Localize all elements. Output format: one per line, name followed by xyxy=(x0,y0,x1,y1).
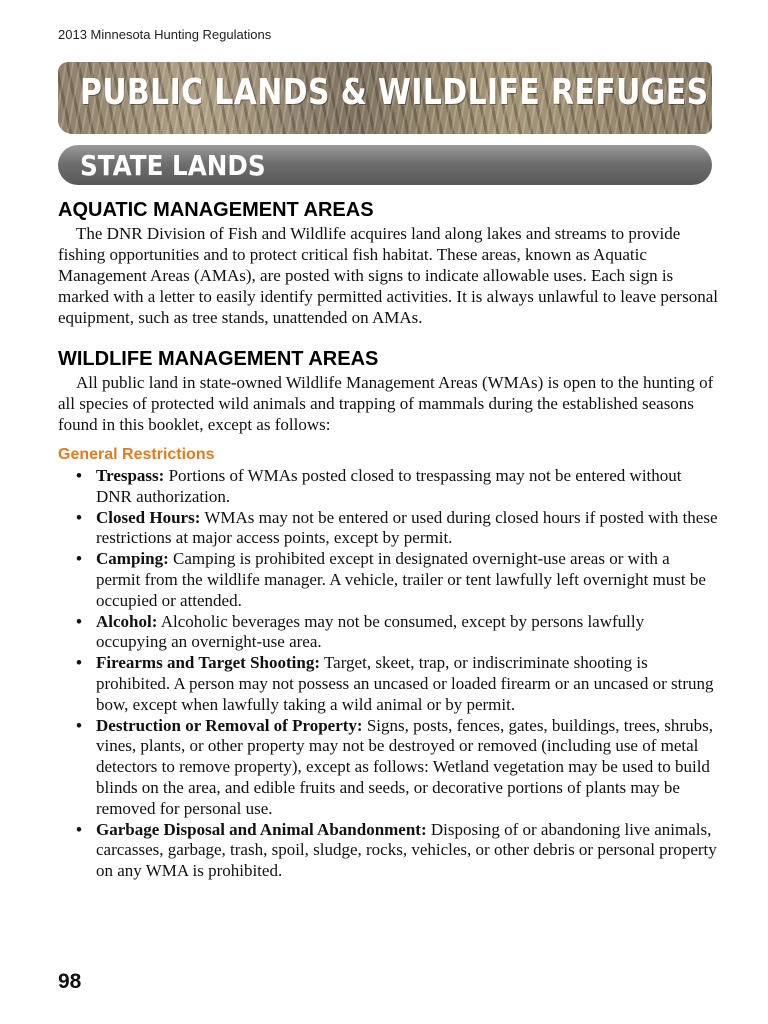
banner-title: PUBLIC LANDS & WILDLIFE REFUGES xyxy=(80,72,709,113)
aquatic-body: The DNR Division of Fish and Wildlife acquires land along lakes and streams to provide fishing opportunities and to protect critical fish habitat. These areas, known as Aquatic Management Areas (AMAs), are posted with signs to indicate allowable uses. Each sign is marked with a letter to easily identify permitted activities. It is always unlawful to leave personal equipment, such as tree stands, unattended on AMAs. xyxy=(58,224,718,327)
item-term: Trespass: xyxy=(96,466,165,485)
list-item xyxy=(76,611,718,654)
list-item xyxy=(76,466,718,508)
list-item xyxy=(76,507,718,550)
item-term: Closed Hours: xyxy=(96,507,201,527)
item-text: Disposing of or abandoning live animals, carcasses, garbage, trash, spoil, sludge, rocks, vehicles, or other debris or personal property on any WMA is prohibited. xyxy=(96,819,717,881)
main-content xyxy=(58,197,718,882)
bullet-icon: • xyxy=(76,507,82,527)
item-text: Target, skeet, trap, or indiscriminate shooting is prohibited. A person may not possess an uncased or loaded firearm or an uncased or strung bow, except when lawfully taking a wild animal or by permit. xyxy=(96,653,714,714)
bullet-icon: • xyxy=(76,549,82,569)
item-term: Garbage Disposal and Animal Abandonment: xyxy=(96,819,427,839)
list-item xyxy=(76,549,718,611)
section-title: STATE LANDS xyxy=(80,149,266,182)
bullet-icon: • xyxy=(76,611,82,631)
restrictions-list xyxy=(58,466,718,882)
bullet-icon: • xyxy=(76,819,82,839)
running-header: 2013 Minnesota Hunting Regulations xyxy=(58,27,272,42)
item-text: Camping is prohibited except in designated overnight-use areas or with a permit from the wildlife manager. A vehicle, trailer or tent lawfully left overnight must be occupied or attended. xyxy=(96,549,706,610)
bullet-icon: • xyxy=(76,715,82,735)
item-term: Alcohol: xyxy=(96,611,158,631)
item-term: Firearms and Target Shooting: xyxy=(96,653,321,673)
item-term: Destruction or Removal of Property: xyxy=(96,715,363,735)
section-bar xyxy=(58,145,712,185)
item-text: Portions of WMAs posted closed to trespassing may not be entered without DNR authorization. xyxy=(96,466,682,506)
list-item xyxy=(76,715,718,820)
item-text: Alcoholic beverages may not be consumed, except by persons lawfully occupying an overnight-use area. xyxy=(96,611,645,652)
list-item xyxy=(76,653,718,715)
wildlife-body: All public land in state-owned Wildlife Management Areas (WMAs) is open to the hunting of all species of protected wild animals and trapping of mammals during the established seasons found in this booklet, except as follows: xyxy=(58,373,714,434)
page-number: 98 xyxy=(58,970,82,993)
item-text: Signs, posts, fences, gates, buildings, trees, shrubs, vines, plants, or other property may not be destroyed or removed (including use of metal detectors to remove property), except as follows: Wetland vegetation may be used to build blinds on the area, and edible fruits and seeds, or decorative portions of plants may be removed for personal use. xyxy=(96,715,713,818)
bullet-icon: • xyxy=(76,653,82,673)
aquatic-heading: AQUATIC MANAGEMENT AREAS xyxy=(58,199,374,221)
general-restrictions-heading: General Restrictions xyxy=(58,446,215,463)
bullet-icon: • xyxy=(76,466,82,485)
title-banner xyxy=(58,62,712,134)
wildlife-heading: WILDLIFE MANAGEMENT AREAS xyxy=(58,348,379,370)
list-item xyxy=(76,819,718,882)
item-text: WMAs may not be entered or used during closed hours if posted with these restrictions at major access points, except by permit. xyxy=(96,507,718,548)
item-term: Camping: xyxy=(96,549,169,569)
